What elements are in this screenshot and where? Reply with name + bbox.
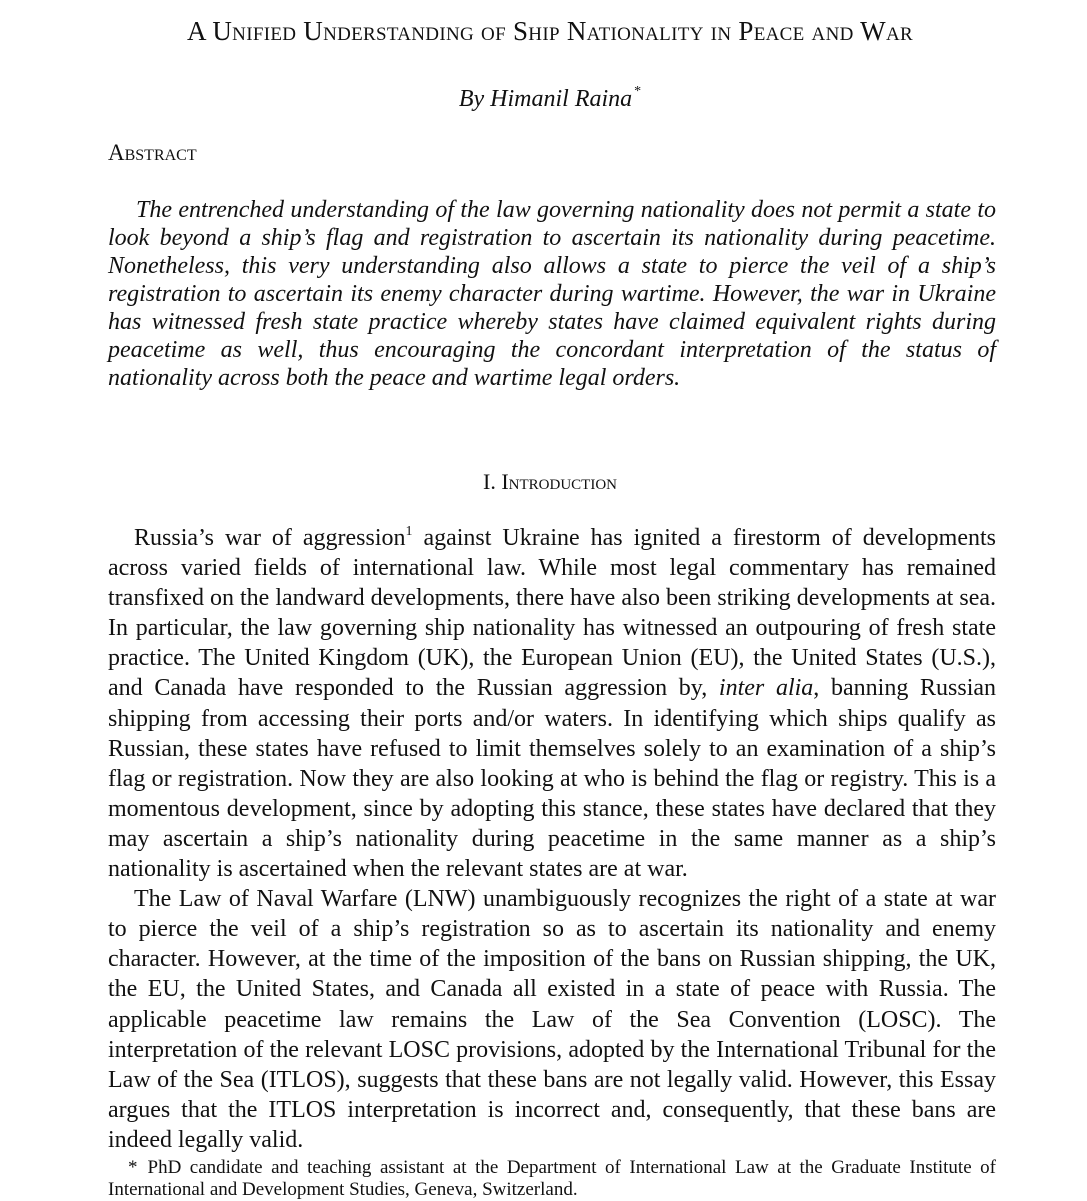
- footnote-reference-1: 1: [405, 524, 413, 539]
- abstract-text: [108, 196, 996, 392]
- paragraph-text: , banning Russian shipping from accessing their ports and/or waters. In identifying which ships qualify as Russian, these states have refused to limit themselves solely to an examination of a ship’s flag or registration. Now they are also looking at who is behind the flag or registry. This is a momentous development, since by adopting this stance, these states have declared that they may ascertain a ship’s nationality during peacetime in the same manner as a ship’s nationality is ascertained when the relevant states are at war.: [108, 675, 997, 883]
- author-footnote: [108, 1157, 996, 1201]
- body-text: [108, 523, 996, 1155]
- intro-paragraph-2: The Law of Naval Warfare (LNW) unambiguously recognizes the right of a state at war to pierce the veil of a ship’s registration so as to ascertain its nationality and enemy character. However, at the time of the imposition of the bans on Russian shipping, the UK, the EU, the United States, and Canada all existed in a state of peace with Russia. The applicable peacetime law remains the Law of the Sea Convention (LOSC). The interpretation of the relevant LOSC provisions, adopted by the International Tribunal for the Law of the Sea (ITLOS), suggests that these bans are not legally valid. However, this Essay argues that the ITLOS interpretation is incorrect and, consequently, that these bans are indeed legally valid.: [108, 886, 996, 1153]
- section-heading-introduction: I. Introduction: [483, 469, 617, 494]
- intro-paragraph-1: [108, 523, 996, 884]
- article-title: A Unified Understanding of Ship Nationality in Peace and War: [187, 16, 913, 46]
- author-byline: [0, 84, 1087, 113]
- abstract-heading: Abstract: [108, 140, 197, 165]
- paragraph-text: Russia’s war of aggression: [134, 525, 406, 551]
- author-footnote-marker: *: [634, 84, 642, 99]
- author-name: By Himanil Raina: [458, 86, 633, 112]
- abstract-paragraph: The entrenched understanding of the law governing nationality does not permit a state to look beyond a ship’s flag and registration to ascertain its nationality during peacetime. Nonetheless, this very understanding also allows a state to pierce the veil of a ship’s registration to ascertain its enemy character during wartime. However, the war in Ukraine has witnessed fresh state practice whereby states have claimed equivalent rights during peacetime as well, thus encouraging the concordant interpretation of the status of nationality across both the peace and wartime legal orders.: [108, 197, 996, 391]
- footnote-marker: *: [128, 1157, 138, 1178]
- footnote-text: PhD candidate and teaching assistant at the Department of International Law at the Graduate Institute of International and Development Studies, Geneva, Switzerland.: [108, 1157, 996, 1200]
- paragraph-text: against Ukraine has ignited a firestorm of developments across varied fields of international law. While most legal commentary has remained transfixed on the landward developments, there have also been striking developments at sea. In particular, the law governing ship nationality has witnessed an outpouring of fresh state practice. The United Kingdom (UK), the European Union (EU), the United States (U.S.), and Canada have responded to the Russian aggression by,: [108, 525, 996, 702]
- emphasis-inter-alia: inter alia: [718, 675, 814, 702]
